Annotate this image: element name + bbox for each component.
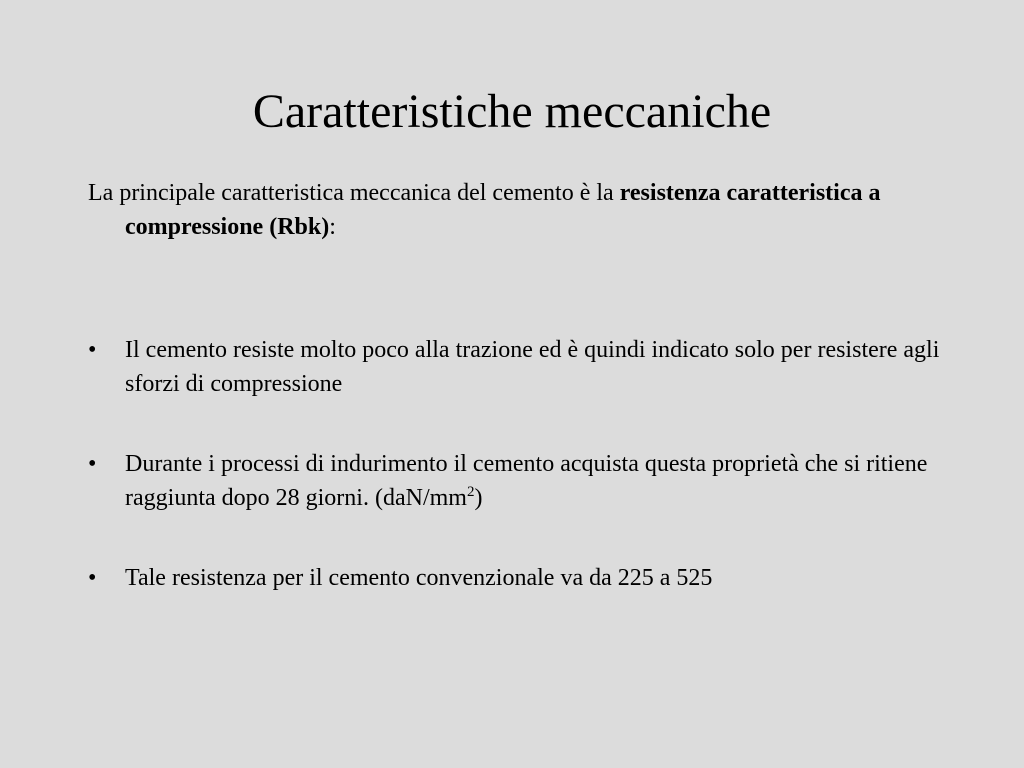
bullet-list xyxy=(88,333,948,641)
intro-paragraph xyxy=(88,176,985,244)
bullet-icon: • xyxy=(88,337,97,363)
bullet-text: Durante i processi di indurimento il cemento acquista questa proprietà che si ritiene raggiunta dopo 28 giorni. (daN/mm xyxy=(125,451,928,511)
slide-title: Caratteristiche meccaniche xyxy=(252,85,772,138)
bullet-icon: • xyxy=(88,451,97,477)
bullet-text: Tale resistenza per il cemento convenzionale va da 225 a 525 xyxy=(125,565,713,591)
bullet-item xyxy=(88,561,948,595)
intro-prefix: La principale caratteristica meccanica del cemento è la xyxy=(88,180,620,206)
bullet-text: Il cemento resiste molto poco alla trazione ed è quindi indicato solo per resistere agli sforzi di compressione xyxy=(125,337,940,397)
intro-bold-term: resistenza caratteristica a compressione (Rbk) xyxy=(125,180,881,240)
bullet-superscript: 2 xyxy=(466,484,475,500)
bullet-item xyxy=(88,447,948,515)
bullet-icon: • xyxy=(88,565,97,591)
intro-suffix: : xyxy=(329,214,336,240)
bullet-text-end: ) xyxy=(474,485,483,511)
bullet-item xyxy=(88,333,948,401)
